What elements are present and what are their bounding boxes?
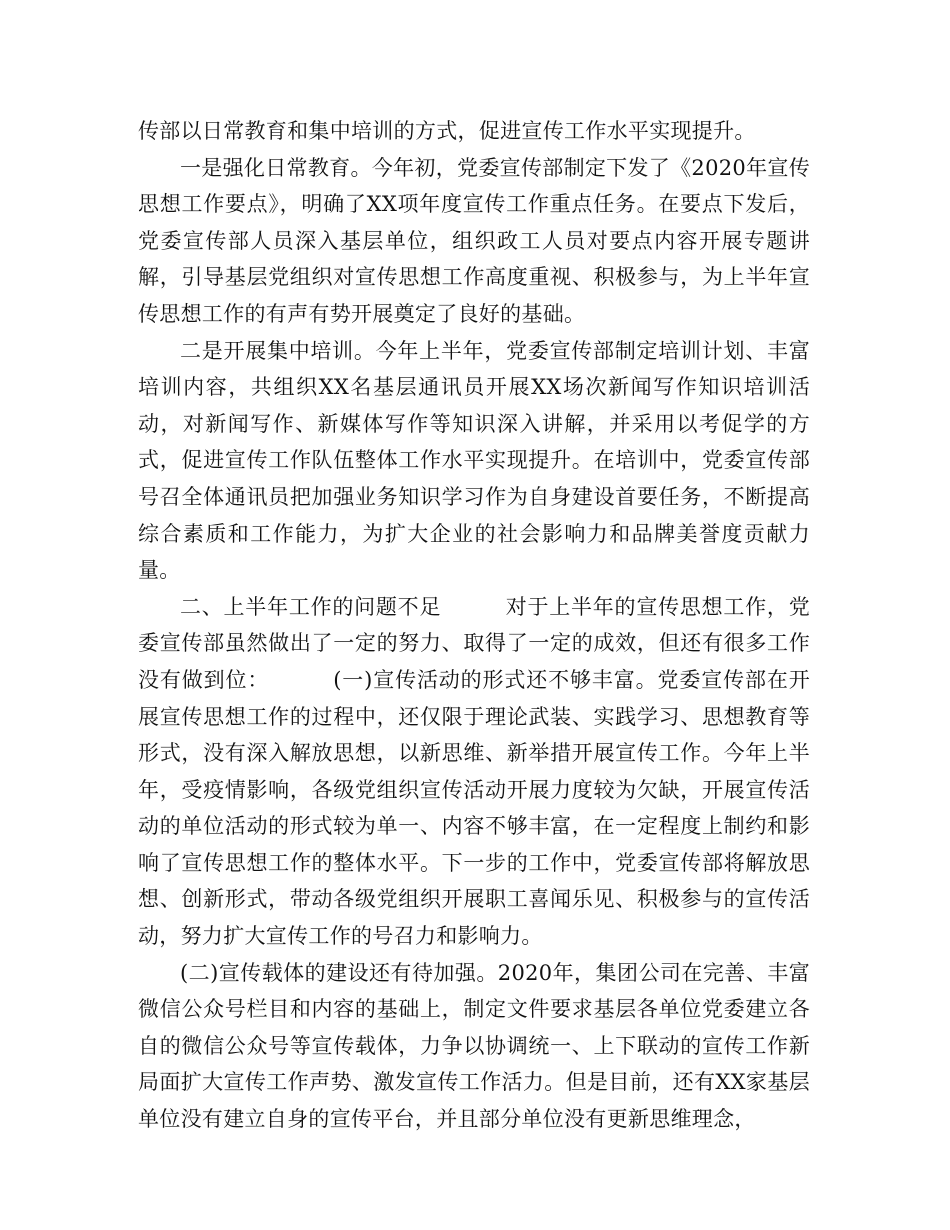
problems-intro: 对于上半年的宣传思想工作，党委宣传部虽然做出了一定的努力、取得了一定的成效，但还有很多工作没有做到位： bbox=[138, 594, 810, 692]
problem-item-2: (二)宣传载体的建设还有待加强。2020年，集团公司在完善、丰富微信公众号栏目和内容的基础上，制定文件要求基层各单位党委建立各自的微信公众号等宣传载体，力争以协调统一、上下联动的宣传工作新局面扩大宣传工作声势、激发宣传工作活力。但是目前，还有XX家基层单位没有建立自身的宣传平台，并且部分单位没有更新思维理念， bbox=[138, 960, 810, 1132]
paragraph-continuation: 传部以日常教育和集中培训的方式，促进宣传工作水平实现提升。 bbox=[138, 119, 756, 143]
paragraph-problems bbox=[138, 589, 810, 955]
document-body bbox=[138, 113, 810, 1138]
problem-item-1: (一)宣传活动的形式还不够丰富。党委宣传部在开展宣传思想工作的过程中，还仅限于理论武装、实践学习、思想教育等形式，没有深入解放思想，以新思维、新举措开展宣传工作。今年上半年，受疫情影响，各级党组织宣传活动开展力度较为欠缺，开展宣传活动的单位活动的形式较为单一、内容不够丰富，在一定程度上制约和影响了宣传思想工作的整体水平。下一步的工作中，党委宣传部将解放思想、创新形式，带动各级党组织开展职工喜闻乐见、积极参与的宣传活动，努力扩大宣传工作的号召力和影响力。 bbox=[138, 667, 810, 949]
section-heading-problems: 二、上半年工作的问题不足 bbox=[180, 594, 442, 619]
paragraph-daily-education: 一是强化日常教育。今年初，党委宣传部制定下发了《2020年宣传思想工作要点》，明确了XX项年度宣传工作重点任务。在要点下发后，党委宣传部人员深入基层单位，组织政工人员对要点内容开展专题讲解，引导基层党组织对宣传思想工作高度重视、积极参与，为上半年宣传思想工作的有声有势开展奠定了良好的基础。 bbox=[138, 155, 810, 326]
paragraph-centralized-training: 二是开展集中培训。今年上半年，党委宣传部制定培训计划、丰富培训内容，共组织XX名基层通讯员开展XX场次新闻写作知识培训活动，对新闻写作、新媒体写作等知识深入讲解，并采用以考促学的方式，促进宣传工作队伍整体工作水平实现提升。在培训中，党委宣传部号召全体通讯员把加强业务知识学习作为自身建设首要任务，不断提高综合素质和工作能力，为扩大企业的社会影响力和品牌美誉度贡献力量。 bbox=[138, 338, 810, 583]
